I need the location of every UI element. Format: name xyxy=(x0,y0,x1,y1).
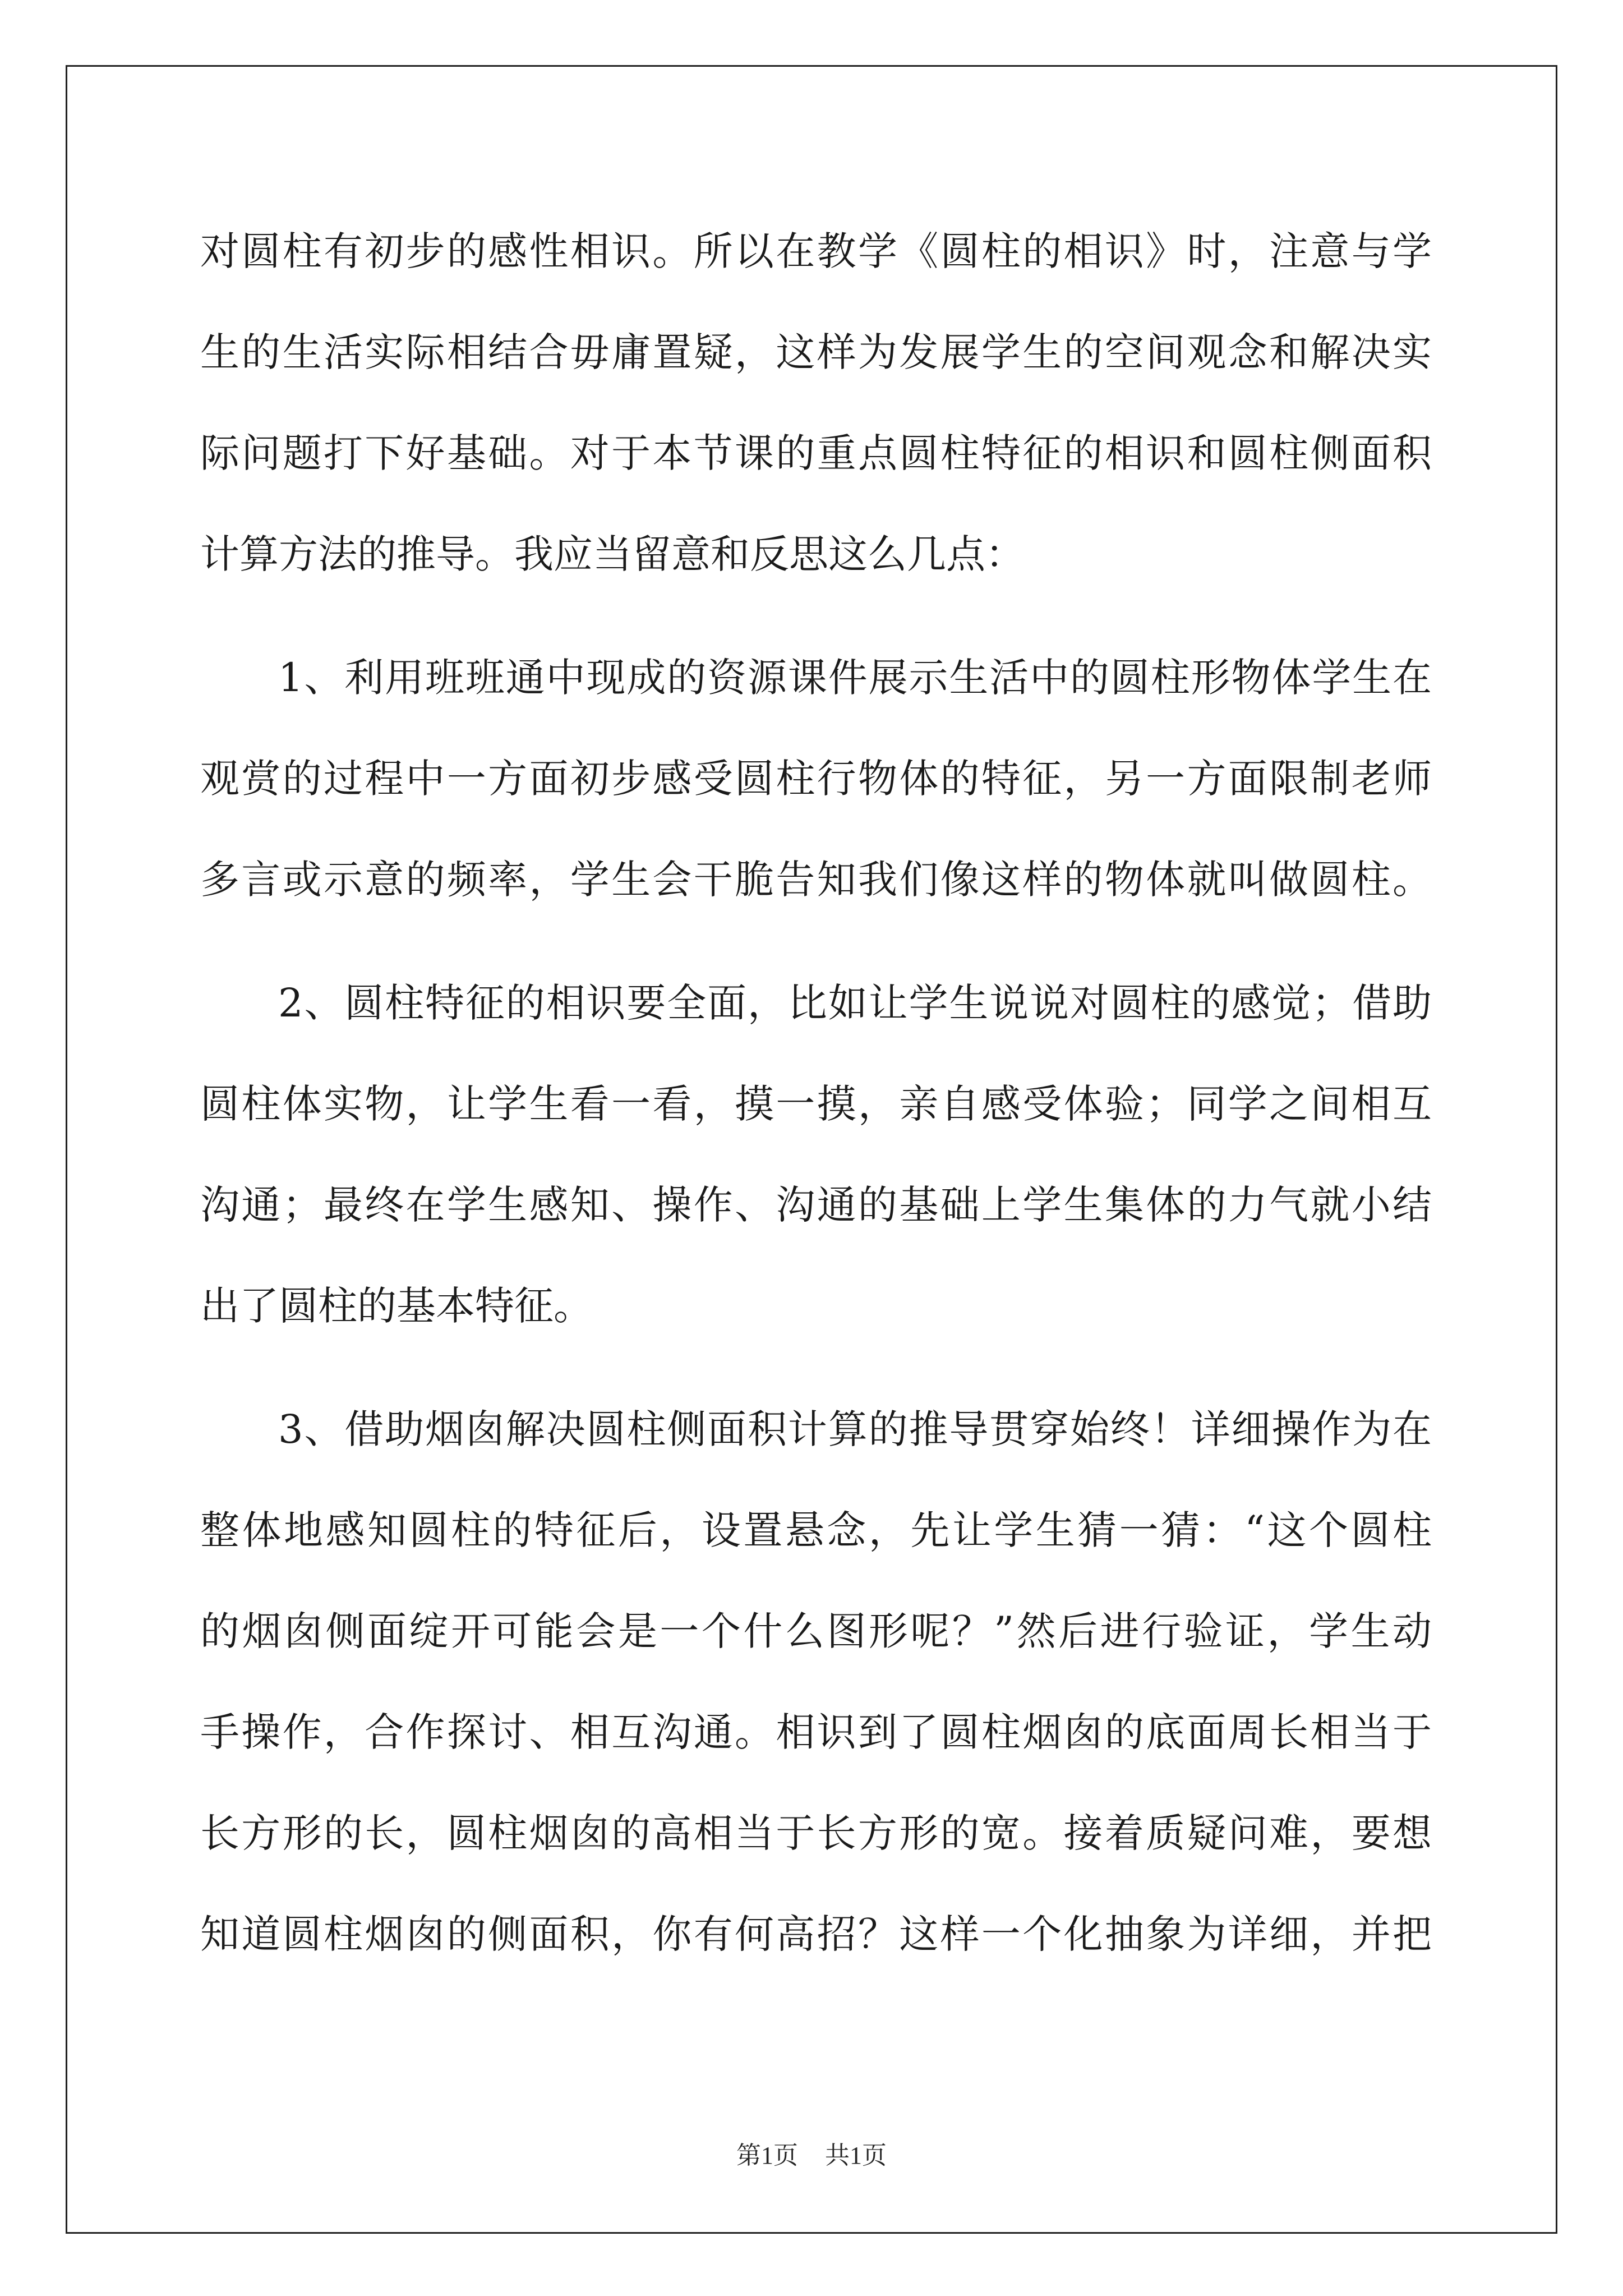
paragraph-line: 多言或示意的频率，学生会干脆告知我们像这样的物体就叫做圆柱。 xyxy=(200,857,1432,903)
paragraph-line: 的烟囱侧面绽开可能会是一个什么图形呢？”然后进行验证，学生动 xyxy=(200,1608,1432,1654)
paragraph-line: 1、利用班班通中现成的资源课件展示生活中的圆柱形物体学生在 xyxy=(278,655,1432,701)
paragraph-line: 沟通；最终在学生感知、操作、沟通的基础上学生集体的力气就小结 xyxy=(200,1182,1432,1228)
paragraph-line: 知道圆柱烟囱的侧面积，你有何高招？这样一个化抽象为详细，并把 xyxy=(200,1911,1432,1957)
paragraph-line: 计算方法的推导。我应当留意和反思这么几点： xyxy=(200,531,1025,577)
paragraph-line: 圆柱体实物，让学生看一看，摸一摸，亲自感受体验；同学之间相互 xyxy=(200,1081,1432,1127)
paragraph-line: 3、借助烟囱解决圆柱侧面积计算的推导贯穿始终！详细操作为在 xyxy=(278,1406,1432,1452)
paragraph-line: 出了圆柱的基本特征。 xyxy=(200,1283,593,1329)
paragraph-line: 生的生活实际相结合毋庸置疑，这样为发展学生的空间观念和解决实 xyxy=(200,329,1432,375)
page-footer xyxy=(0,2139,1623,2173)
page-total: 共1页 xyxy=(825,2142,887,2169)
paragraph-line: 整体地感知圆柱的特征后，设置悬念，先让学生猜一猜：“这个圆柱 xyxy=(200,1507,1432,1553)
page-number: 第1页 xyxy=(736,2142,798,2169)
paragraph-line: 际问题打下好基础。对于本节课的重点圆柱特征的相识和圆柱侧面积 xyxy=(200,430,1432,476)
paragraph-line: 对圆柱有初步的感性相识。所以在教学《圆柱的相识》时，注意与学 xyxy=(200,228,1432,274)
paragraph-line: 长方形的长，圆柱烟囱的高相当于长方形的宽。接着质疑问难，要想 xyxy=(200,1810,1432,1856)
paragraph-line: 手操作，合作探讨、相互沟通。相识到了圆柱烟囱的底面周长相当于 xyxy=(200,1709,1432,1755)
paragraph-line: 观赏的过程中一方面初步感受圆柱行物体的特征，另一方面限制老师 xyxy=(200,756,1432,802)
paragraph-line: 2、圆柱特征的相识要全面，比如让学生说说对圆柱的感觉；借助 xyxy=(278,980,1432,1026)
